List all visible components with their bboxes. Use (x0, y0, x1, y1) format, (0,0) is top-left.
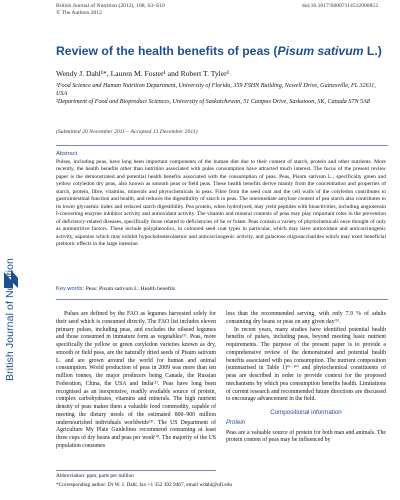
copyright: © The Authors 2012 (56, 10, 102, 16)
affiliation-2: ²Department of Food and Bioproduct Sciences, University of Saskatchewan, 51 Campus Drive, Saskatoon, SK, Canada S7N 5A8 (56, 99, 370, 106)
species-name: Pisum sativum (277, 44, 364, 58)
abstract-heading: Abstract (56, 151, 78, 157)
article-title: Review of the health benefits of peas (Pisum sativum L.) (56, 44, 382, 58)
section-heading: Compositional information (270, 409, 342, 416)
body-paragraph: In recent years, many studies have identified potential health benefits of pulses, including peas, beyond meeting basic nutrient requirements. The purpose of the present paper is to provide a comprehensive review of the demonstrated and potential health benefits associated with pea consumption. The nutrient composition (summarised in Table 1)⁽⁶⁻¹⁰⁾ and phytochemical constituents of peas are described in order to provide context for the proposed mechanisms by which pea consumption benefits health. Limitations of current research and recommended future directions are discussed to encourage advancement in the field. (226, 326, 386, 403)
submission-dates: (Submitted 20 November 2011 – Accepted 13 December 2011) (56, 129, 198, 135)
divider-top (56, 145, 388, 146)
keywords (56, 286, 175, 292)
footnote-abbreviation: Abbreviation: ppm, parts per million (56, 473, 134, 479)
body-paragraph: less than the recommended serving, with only 7.9 % of adults consuming dry beans or peas on any given day⁽⁵⁾. (226, 311, 386, 325)
journal-name-vertical: British Journal of Nutrition (4, 258, 16, 382)
authors: Wendy J. Dahl¹*, Lauren M. Foster¹ and Robert T. Tyler² (56, 69, 229, 78)
body-paragraph: Pulses are defined by the FAO as legumes harvested solely for their seed which is consumed directly. The FAO list includes eleven primary pulses, including peas, and excludes the oilseed legumes and those consumed in immature form as vegetables⁽¹⁾. Peas, more specifically the yellow or green cotyledon varieties known as dry, smooth or field peas, are the naturally dried seeds of Pisum sativum L. and are grown around the world for human and animal consumption. World production of peas in 2009 was more than ten million tonnes, the major producers being Canada, the Russian Federation, China, the USA and India⁽²⁾. Peas have long been recognised as an inexpensive, readily available source of protein, complex carbohydrates, vitamins and minerals. The high nutrient density of peas makes them a valuable food commodity, capable of meeting the dietary needs of the estimated 800–900 million undernourished individuals worldwide⁽³⁾. The US Department of Agriculture My Plate Guidelines recommend consuming at least three cups of dry beans and peas per week⁽⁴⁾. The majority of the US population consumes (56, 311, 216, 449)
keywords-label: Key words: (56, 286, 85, 292)
body-column-left (56, 311, 216, 451)
divider-bottom (56, 299, 388, 300)
journal-sidebar (0, 0, 24, 500)
subsection-heading: Protein (226, 419, 246, 426)
body-paragraph: Peas are a valuable source of protein for both man and animals. The protein content of peas may be influenced by (226, 429, 386, 444)
footnote-divider (56, 470, 216, 471)
keywords-text: Peas: Pisum sativum L: Health benefits (85, 286, 176, 292)
footnote-corresponding: *Corresponding author: Dr W. J. Dahl, fax +1 352 392 9467, email wdahl@ufl.edu (56, 482, 233, 488)
affiliation-1: ¹Food Science and Human Nutrition Department, University of Florida, 359 FSHN Building, Newell Drive, Gainesville, FL 32611, USA (56, 83, 376, 98)
abstract-text: Pulses, including peas, have long been important components of the human diet due to their content of starch, protein and other nutrients. More recently, the health benefits other than nutrition associated with pulse consumption have attracted much interest. The focus of the present review paper is the demonstrated and potential health benefits associated with the consumption of peas. Peas, Pisum sativum L., specifically green and yellow cotyledon dry peas, also known as smooth peas or field peas. These health benefits derive mainly from the concentration and properties of starch, protein, fibre, vitamins, minerals and phytochemicals in peas. Fibre from the seed coat and the cell walls of the cotyledon contributes to gastrointestinal function and health, and reduces the digestibility of starch in peas. The intermediate amylose content of pea starch also contributes to its lower glycaemic index and reduced starch digestibility. Pea protein, when hydrolysed, may yield peptides with bioactivities, including angiotensin I-converting enzyme inhibitor activity and antioxidant activity. The vitamin and mineral contents of peas may play important roles in the prevention of deficiency-related diseases, specifically those related to deficiencies of Se or folate. Peas contain a variety of phytochemicals once thought of only as antinutritive factors. These include polyphenolics, in coloured seed coat types in particular, which may have antioxidant and anticarcinogenic activity, saponins which may exhibit hypocholesterolaemic and anticarcinogenic activity, and galactose oligosaccharides which may exert beneficial prebiotic effects in the large intestine. (56, 159, 386, 247)
doi: doi:10.1017/S0007114512000852 (301, 3, 378, 9)
body-column-right (226, 311, 386, 445)
journal-citation: British Journal of Nutrition (2012), 108, S3–S10 (56, 3, 165, 9)
affiliations (56, 82, 386, 107)
